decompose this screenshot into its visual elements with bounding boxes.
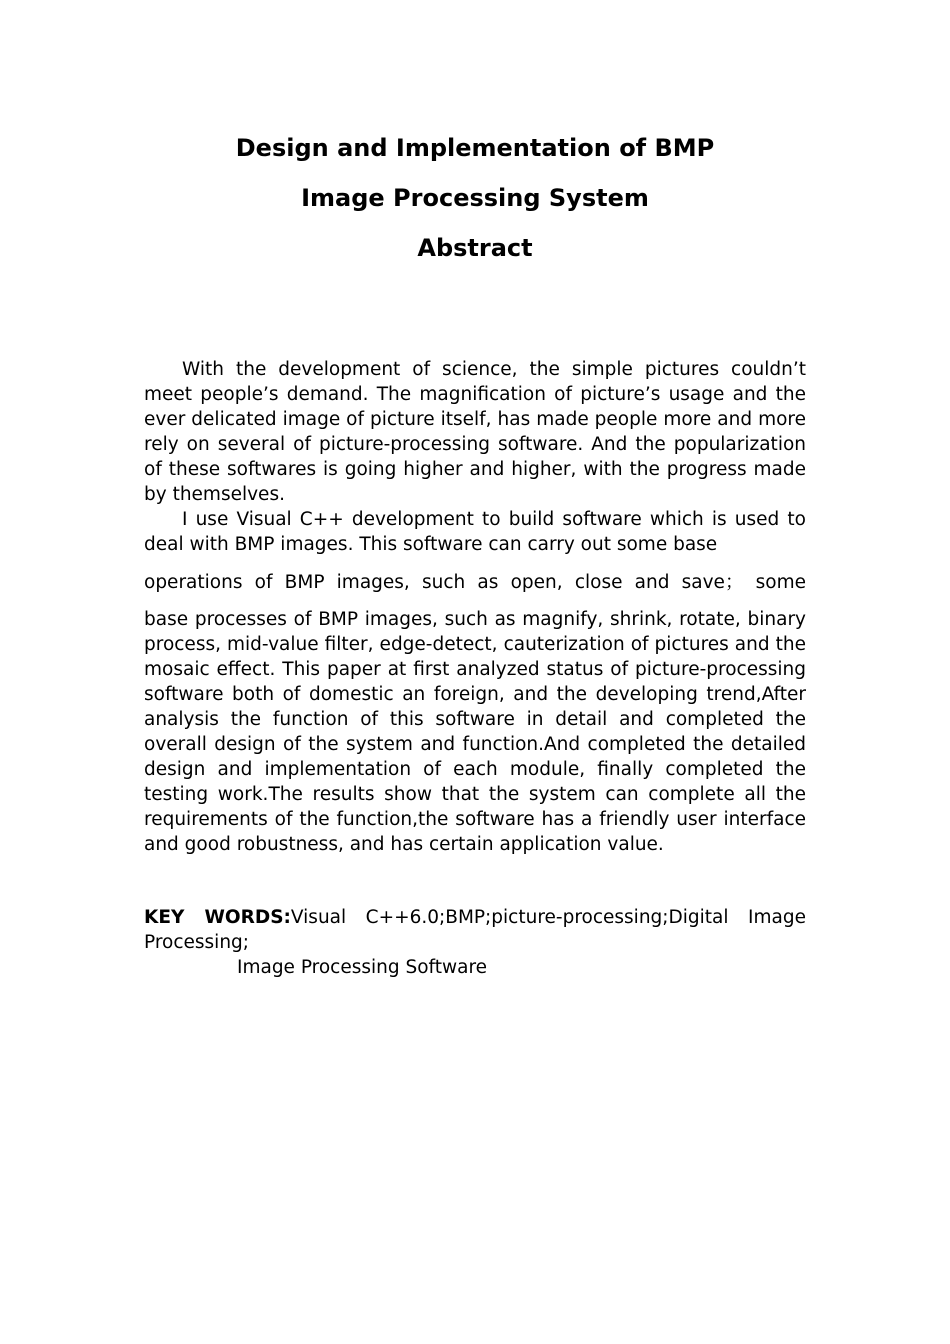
- abstract-paragraph-1: With the development of science, the simple pictures couldn’t meet people’s demand. The magnification of picture’s usage and the ever delicated image of picture itself, has made people more and more rely on several of picture-processing software. And the popularization of these softwares is going higher and higher, with the progress made by themselves.: [144, 359, 806, 505]
- keywords: [144, 905, 806, 955]
- abstract-paragraph-2-start: I use Visual C++ development to build software which is used to deal with BMP images. This software can carry out some base: [144, 509, 806, 555]
- document-title-line-1: Design and Implementation of BMP: [235, 134, 715, 162]
- document-title-line-2: Image Processing System: [301, 184, 649, 212]
- abstract-paragraph-2-container: [144, 507, 806, 557]
- keywords-text: Visual C++6.0;BMP;picture-processing;Digital Image Processing;: [144, 907, 806, 953]
- abstract-paragraph-2-line-container: [144, 570, 806, 595]
- abstract-paragraph-2-rest: base processes of BMP images, such as magnify, shrink, rotate, binary process, mid-value filter, edge-detect, cauterization of pictures and the mosaic effect. This paper at first analyzed status of picture-processing software both of domestic an foreign, and the developing trend,After analysis the function of this software in detail and completed the overall design of the system and function.And completed the detailed design and implementation of each module, finally completed the testing work.The results show that the system can complete all the requirements of the function,the software has a friendly user interface and good robustness, and has certain application value.: [144, 609, 806, 855]
- abstract-heading: Abstract: [417, 234, 533, 262]
- keywords-continuation: Image Processing Software: [237, 957, 488, 978]
- abstract-paragraph-1-container: [144, 357, 806, 507]
- keywords-label: KEY WORDS:: [144, 907, 291, 928]
- abstract-paragraph-2-line: operations of BMP images, such as open, close and save； some: [144, 572, 806, 593]
- abstract-paragraph-2-rest-container: [144, 607, 806, 857]
